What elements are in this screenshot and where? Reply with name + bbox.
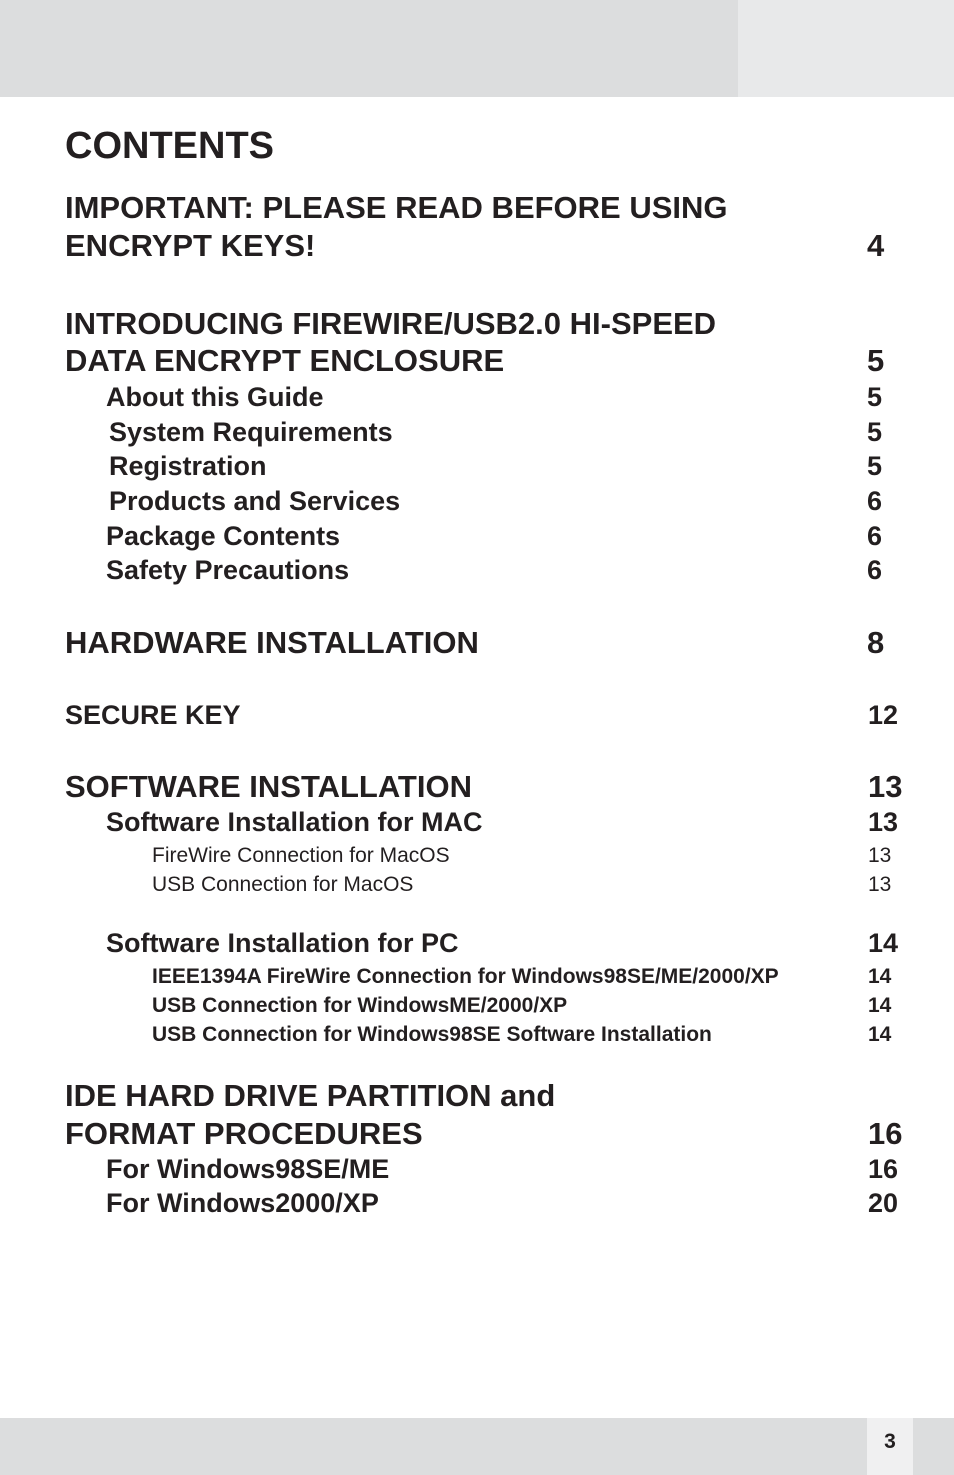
toc-subentry: About this Guide bbox=[106, 382, 324, 412]
toc-page-number: 13 bbox=[868, 873, 892, 896]
toc-page-number: 16 bbox=[868, 1154, 899, 1184]
toc-subentry: For Windows98SE/ME bbox=[106, 1154, 390, 1184]
page-number: 3 bbox=[884, 1430, 896, 1453]
toc-subsubentry: USB Connection for WindowsME/2000/XP bbox=[152, 994, 568, 1017]
toc-entry-introducing-line1: INTRODUCING FIREWIRE/USB2.0 HI-SPEED bbox=[65, 306, 717, 341]
toc-subentry: Registration bbox=[109, 451, 267, 481]
toc-page-number: 12 bbox=[868, 700, 899, 730]
toc-entry-ide-line2: FORMAT PROCEDURES bbox=[65, 1116, 423, 1151]
footer-band bbox=[0, 1418, 954, 1475]
toc-page-number: 5 bbox=[867, 451, 883, 481]
toc-page-number: 13 bbox=[868, 807, 899, 837]
toc-entry-ide-line1: IDE HARD DRIVE PARTITION and bbox=[65, 1078, 556, 1113]
toc-page-number: 13 bbox=[868, 844, 892, 867]
toc-entry-hardware-installation: HARDWARE INSTALLATION bbox=[65, 625, 479, 660]
header-band bbox=[0, 0, 738, 97]
toc-page-number: 6 bbox=[867, 486, 883, 516]
toc-subsubentry: IEEE1394A FireWire Connection for Windows98SE/ME/2000/XP bbox=[152, 965, 779, 988]
toc-page-number: 14 bbox=[868, 1023, 892, 1046]
toc-page-number: 20 bbox=[868, 1188, 899, 1218]
toc-subentry: Safety Precautions bbox=[106, 555, 350, 585]
toc-entry-software-installation: SOFTWARE INSTALLATION bbox=[65, 769, 472, 804]
page-title: CONTENTS bbox=[65, 125, 274, 167]
toc-page-number: 16 bbox=[868, 1116, 903, 1151]
toc-page-number: 14 bbox=[868, 965, 892, 988]
toc-subentry: Package Contents bbox=[106, 521, 341, 551]
toc-entry-important-line1: IMPORTANT: PLEASE READ BEFORE USING bbox=[65, 190, 728, 225]
toc-subsubentry: USB Connection for Windows98SE Software Installation bbox=[152, 1023, 712, 1046]
toc-subentry: System Requirements bbox=[109, 417, 393, 447]
toc-entry-introducing-line2: DATA ENCRYPT ENCLOSURE bbox=[65, 343, 505, 378]
toc-subsubentry: USB Connection for MacOS bbox=[152, 873, 414, 896]
toc-subentry-software-pc: Software Installation for PC bbox=[106, 928, 459, 958]
toc-page-number: 8 bbox=[867, 625, 885, 660]
toc-subentry: Products and Services bbox=[109, 486, 401, 516]
header-band-accent bbox=[738, 0, 954, 97]
toc-page-number: 4 bbox=[867, 228, 885, 263]
toc-subentry: For Windows2000/XP bbox=[106, 1188, 379, 1218]
toc-page-number: 5 bbox=[867, 417, 883, 447]
toc-entry-important-line2: ENCRYPT KEYS! bbox=[65, 228, 316, 263]
toc-page-number: 5 bbox=[867, 343, 885, 378]
toc-subentry-software-mac: Software Installation for MAC bbox=[106, 807, 483, 837]
toc-page-number: 14 bbox=[868, 928, 899, 958]
toc-page-number: 6 bbox=[867, 555, 883, 585]
toc-page-number: 5 bbox=[867, 382, 883, 412]
toc-page-number: 14 bbox=[868, 994, 892, 1017]
toc-page-number: 13 bbox=[868, 769, 903, 804]
toc-page-number: 6 bbox=[867, 521, 883, 551]
toc-subsubentry: FireWire Connection for MacOS bbox=[152, 844, 450, 867]
toc-entry-secure-key: SECURE KEY bbox=[65, 700, 241, 730]
